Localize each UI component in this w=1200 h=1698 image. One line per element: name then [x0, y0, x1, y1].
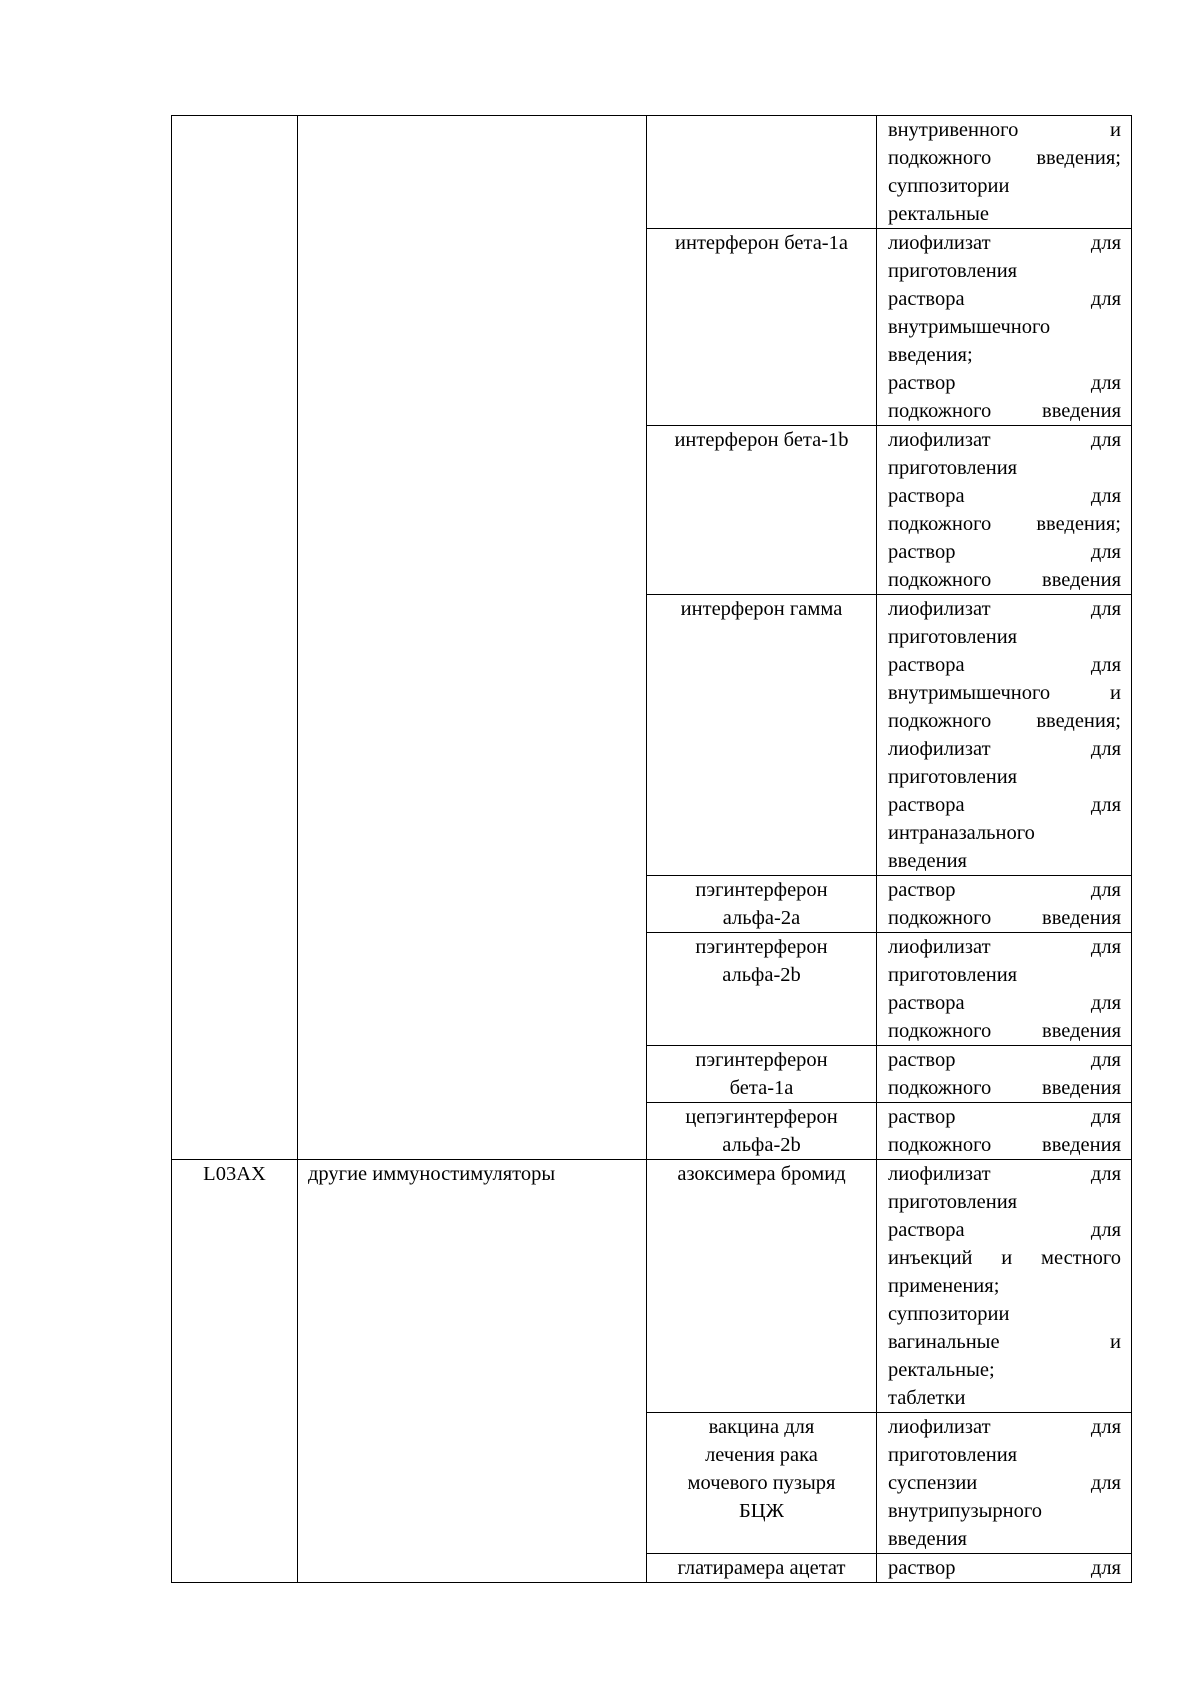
- dosage-form-cell: [877, 1103, 1132, 1160]
- drug-name-cell: [647, 1046, 877, 1103]
- drug-name-line: БЦЖ: [739, 1500, 784, 1522]
- drug-name-line: альфа-2b: [722, 1134, 801, 1156]
- dosage-form-line: введения: [888, 850, 967, 872]
- dosage-form-cell: [877, 933, 1132, 1046]
- dosage-form-line: внутримышечного и: [888, 682, 1121, 704]
- dosage-form-line: раствор для: [888, 541, 1121, 563]
- dosage-form-line: подкожного введения;: [888, 710, 1121, 732]
- dosage-form-line: раствор для: [888, 1049, 1121, 1071]
- drug-name-cell: [647, 426, 877, 595]
- dosage-form-line: раствор для: [888, 1106, 1121, 1128]
- dosage-form-cell: [877, 1413, 1132, 1554]
- drug-name-cell: [647, 1554, 877, 1583]
- table-row: [172, 1160, 1132, 1413]
- dosage-form-line: приготовления: [888, 260, 1018, 282]
- dosage-form-cell: [877, 1046, 1132, 1103]
- dosage-form-line: введения: [888, 1528, 967, 1550]
- dosage-form-line: подкожного введения;: [888, 513, 1121, 535]
- drug-name-line: пэгинтерферон: [695, 1049, 828, 1071]
- dosage-form-cell: [877, 426, 1132, 595]
- dosage-form-line: внутрипузырного: [888, 1500, 1043, 1522]
- drug-table-body: [172, 116, 1132, 1583]
- drug-name-line: мочевого пузыря: [687, 1472, 836, 1494]
- atc-code-cell: [172, 116, 298, 1160]
- drug-name-line: лечения рака: [705, 1444, 818, 1466]
- group-name: другие иммуностимуляторы: [308, 1163, 556, 1185]
- drug-name-line: пэгинтерферон: [695, 879, 828, 901]
- dosage-form-line: раствора для: [888, 794, 1121, 816]
- drug-name-line: пэгинтерферон: [695, 936, 828, 958]
- dosage-form-line: приготовления: [888, 964, 1018, 986]
- dosage-form-line: ректальные;: [888, 1359, 995, 1381]
- dosage-form-line: приготовления: [888, 1444, 1018, 1466]
- dosage-form-cell: [877, 876, 1132, 933]
- drug-name-line: интерферон бета-1b: [674, 429, 849, 451]
- dosage-form-line: раствора для: [888, 1219, 1121, 1241]
- dosage-form-line: таблетки: [888, 1387, 966, 1409]
- dosage-form-line: внутримышечного: [888, 316, 1051, 338]
- dosage-form-line: раствор для: [888, 879, 1121, 901]
- dosage-form-line: лиофилизат для: [888, 936, 1121, 958]
- dosage-form-line: лиофилизат для: [888, 429, 1121, 451]
- table-row: [172, 116, 1132, 229]
- dosage-form-line: раствора для: [888, 288, 1121, 310]
- dosage-form-line: лиофилизат для: [888, 738, 1121, 760]
- dosage-form-line: раствора для: [888, 992, 1121, 1014]
- dosage-form-line: подкожного введения;: [888, 147, 1121, 169]
- dosage-form-line: подкожного введения: [888, 1134, 1121, 1156]
- dosage-form-cell: [877, 1160, 1132, 1413]
- dosage-form-line: раствор для: [888, 1557, 1121, 1579]
- dosage-form-line: суппозитории: [888, 175, 1010, 197]
- dosage-form-line: инъекций и местного: [888, 1247, 1121, 1269]
- drug-name-cell: [647, 1413, 877, 1554]
- dosage-form-cell: [877, 595, 1132, 876]
- drug-name-line: бета-1а: [729, 1077, 794, 1099]
- dosage-form-line: введения;: [888, 344, 973, 366]
- drug-name-cell: [647, 595, 877, 876]
- drug-name-line: альфа-2b: [722, 964, 801, 986]
- drug-name-cell: [647, 229, 877, 426]
- drug-name-cell: [647, 876, 877, 933]
- dosage-form-line: приготовления: [888, 1191, 1018, 1213]
- dosage-form-line: подкожного введения: [888, 1020, 1121, 1042]
- dosage-form-line: подкожного введения: [888, 400, 1121, 422]
- dosage-form-line: подкожного введения: [888, 1077, 1121, 1099]
- dosage-form-line: лиофилизат для: [888, 1163, 1121, 1185]
- group-cell: [298, 116, 647, 1160]
- dosage-form-line: вагинальные и: [888, 1331, 1121, 1353]
- dosage-form-line: ректальные: [888, 203, 989, 225]
- dosage-form-cell: [877, 1554, 1132, 1583]
- drug-name-line: азоксимера бромид: [677, 1163, 846, 1185]
- atc-code-cell: [172, 1160, 298, 1583]
- drug-name-cell: [647, 933, 877, 1046]
- drug-name-cell: [647, 1160, 877, 1413]
- drug-name-line: глатирамера ацетат: [677, 1557, 846, 1579]
- dosage-form-line: лиофилизат для: [888, 232, 1121, 254]
- dosage-form-line: подкожного введения: [888, 907, 1121, 929]
- dosage-form-line: раствора для: [888, 654, 1121, 676]
- drug-table: [171, 115, 1132, 1583]
- drug-name-cell: [647, 116, 877, 229]
- dosage-form-line: лиофилизат для: [888, 1416, 1121, 1438]
- drug-name-cell: [647, 1103, 877, 1160]
- dosage-form-line: раствора для: [888, 485, 1121, 507]
- dosage-form-line: суппозитории: [888, 1303, 1010, 1325]
- atc-code: L03AX: [203, 1163, 266, 1185]
- drug-name-line: цепэгинтерферон: [685, 1106, 838, 1128]
- dosage-form-line: применения;: [888, 1275, 1000, 1297]
- drug-name-line: альфа-2a: [722, 907, 801, 929]
- drug-name-line: вакцина для: [708, 1416, 815, 1438]
- dosage-form-line: интраназального: [888, 822, 1035, 844]
- drug-name-line: интерферон гамма: [680, 598, 843, 620]
- dosage-form-line: раствор для: [888, 372, 1121, 394]
- dosage-form-line: приготовления: [888, 457, 1018, 479]
- dosage-form-line: суспензии для: [888, 1472, 1121, 1494]
- dosage-form-cell: [877, 229, 1132, 426]
- drug-name-line: интерферон бета-1а: [675, 232, 848, 254]
- dosage-form-line: приготовления: [888, 766, 1018, 788]
- dosage-form-line: подкожного введения: [888, 569, 1121, 591]
- dosage-form-line: лиофилизат для: [888, 598, 1121, 620]
- dosage-form-line: приготовления: [888, 626, 1018, 648]
- dosage-form-cell: [877, 116, 1132, 229]
- group-cell: [298, 1160, 647, 1583]
- dosage-form-line: внутривенного и: [888, 119, 1121, 141]
